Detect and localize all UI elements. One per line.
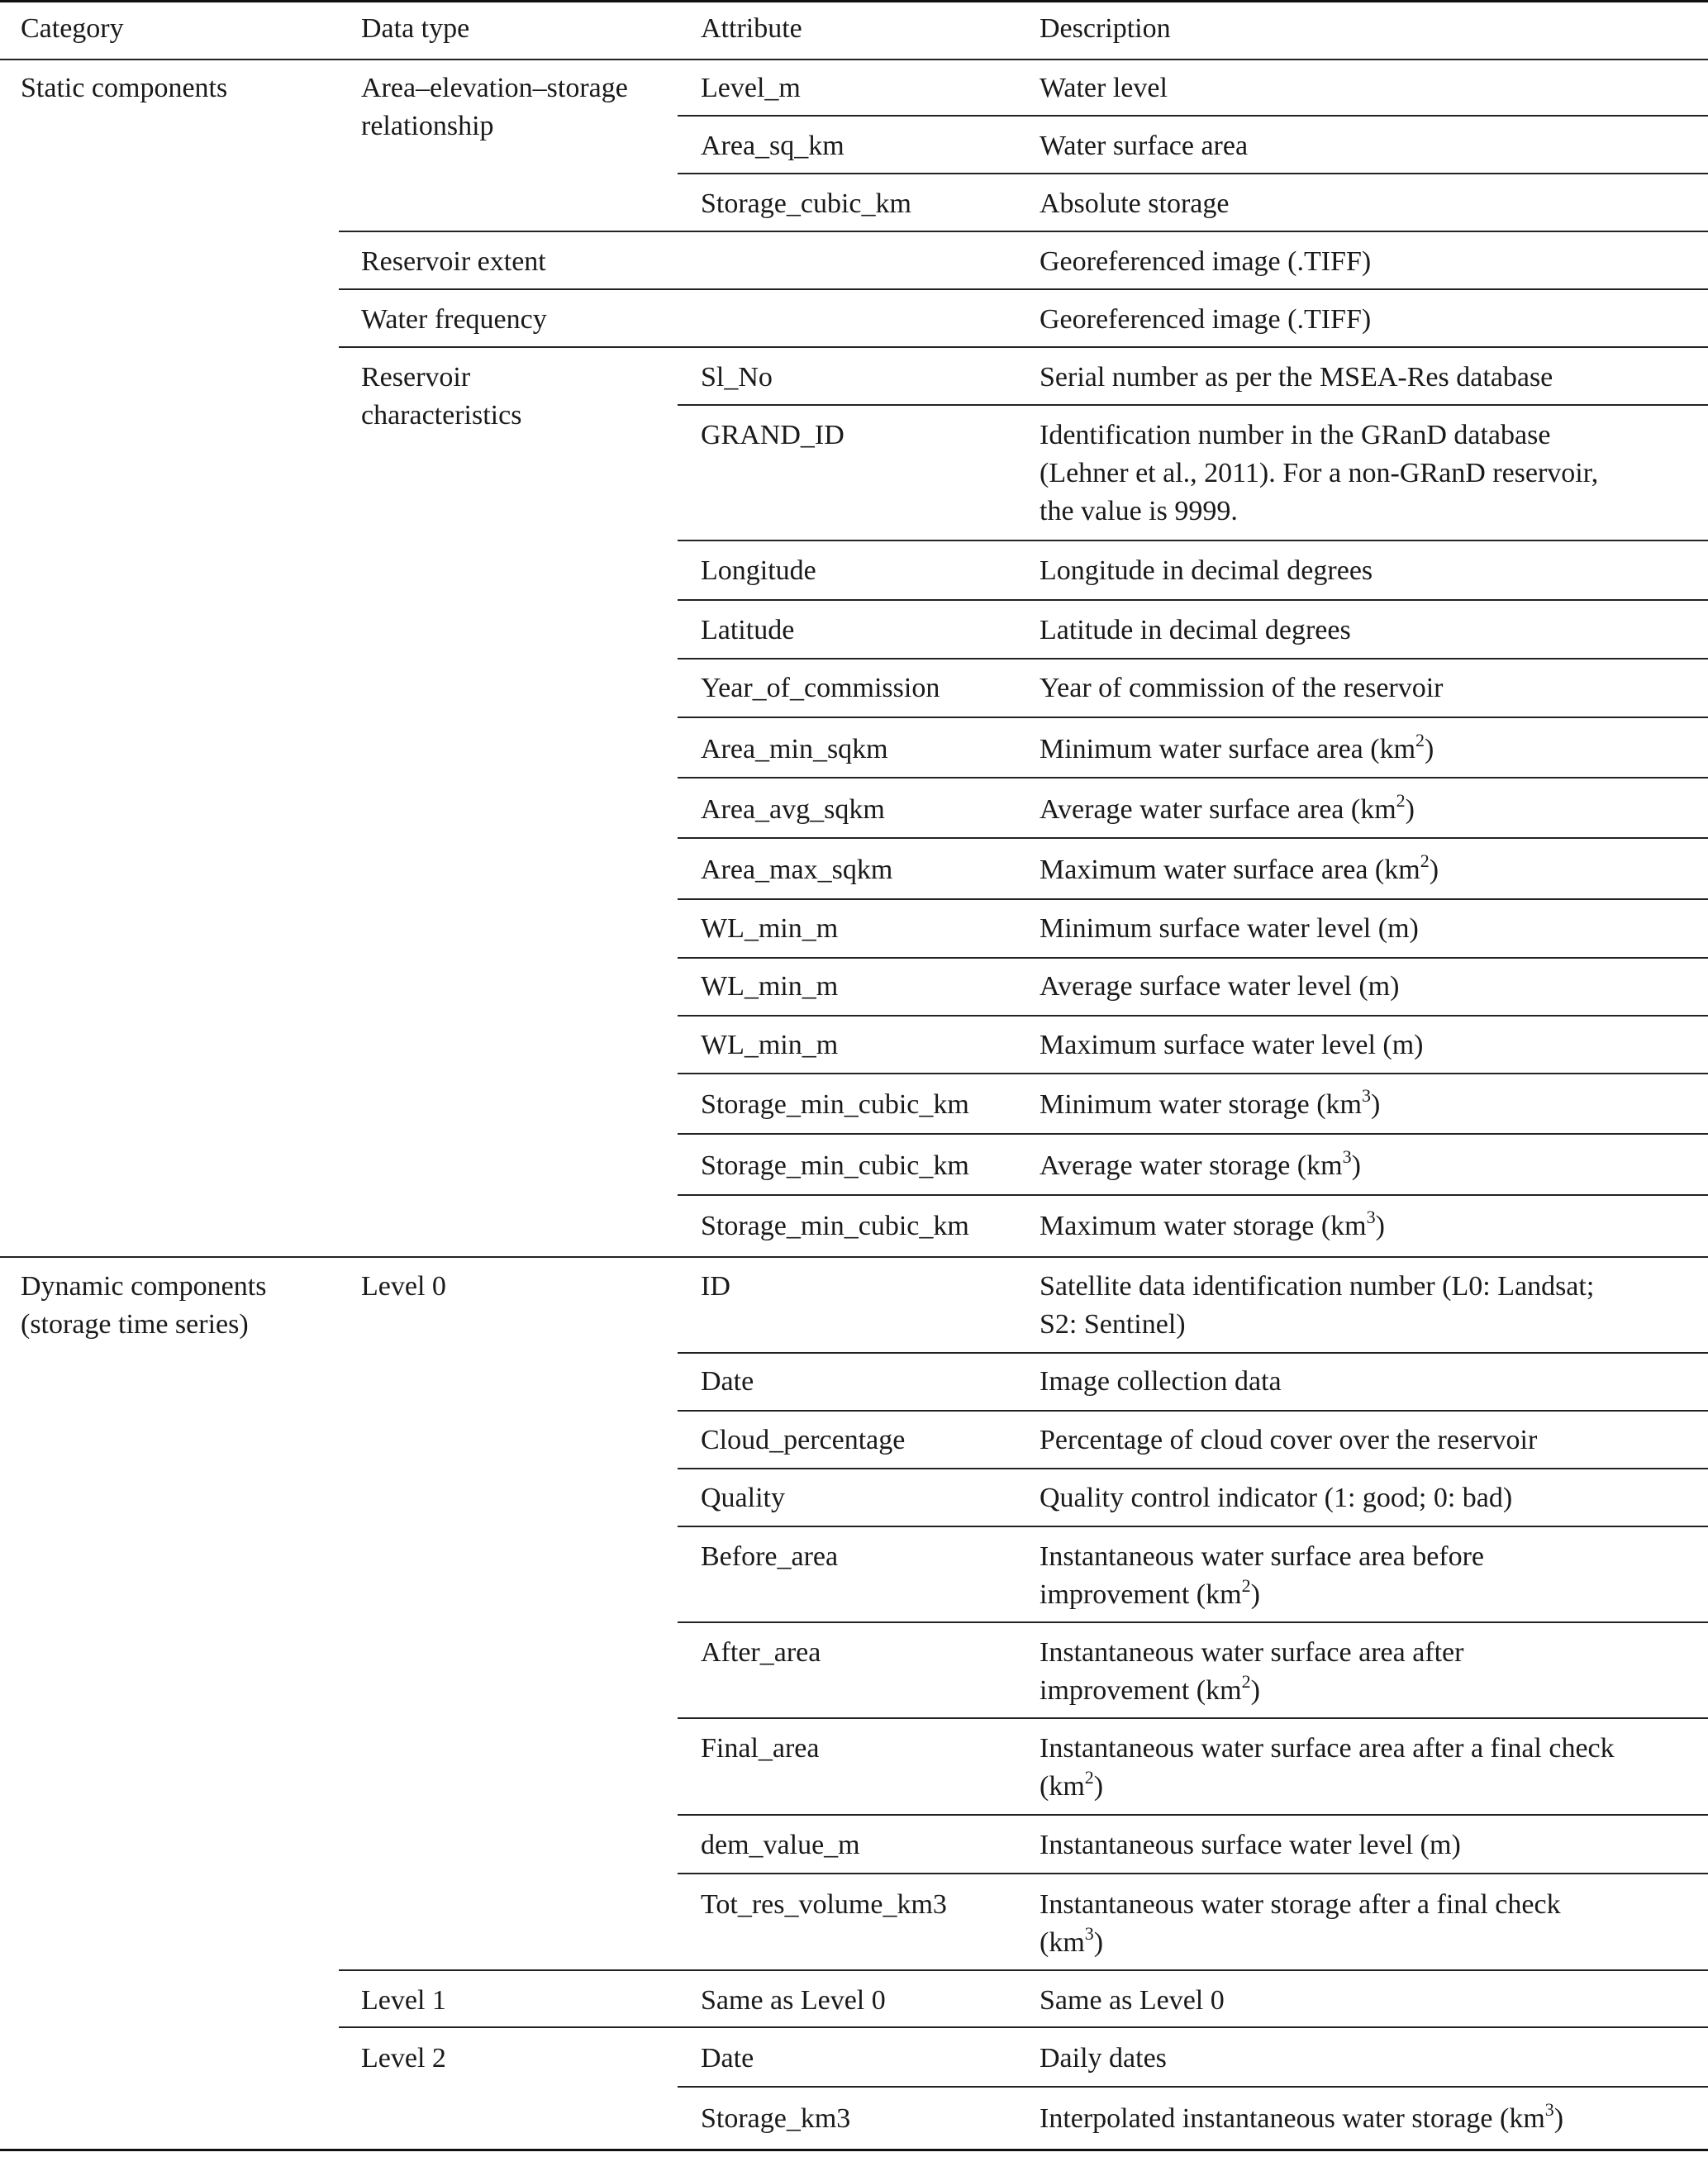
attribute-cell: Sl_No (701, 362, 773, 393)
attribute-cell: Area_min_sqkm (701, 734, 888, 764)
data-type-aes-line2: relationship (361, 111, 494, 141)
data-type-characteristics: Reservoir (361, 362, 471, 393)
attribute-cell: Level_m (701, 73, 801, 103)
attribute-cell: Date (701, 2043, 754, 2074)
description-cell: Minimum surface water level (m) (1040, 913, 1419, 944)
attribute-cell: ID (701, 1271, 730, 1302)
data-type-extent: Reservoir extent (361, 246, 546, 277)
row-rule (678, 1717, 1708, 1719)
attribute-cell: WL_min_m (701, 971, 839, 1002)
row-rule (678, 1873, 1708, 1874)
description-cell-line2: S2: Sentinel) (1040, 1309, 1186, 1340)
category-static: Static components (21, 73, 228, 103)
description-cell: Instantaneous water surface area after a final check (1040, 1733, 1615, 1764)
row-rule (678, 404, 1708, 406)
superscript: 2 (1241, 1671, 1251, 1692)
description-tail: ) (1429, 855, 1439, 885)
description-cell: Identification number in the GRanD database (1040, 420, 1551, 450)
superscript: 3 (1342, 1146, 1352, 1167)
description-cell: Georeferenced image (.TIFF) (1040, 304, 1372, 335)
description-cell: Latitude in decimal degrees (1040, 615, 1351, 645)
description-text: Maximum water storage (km (1040, 1211, 1367, 1241)
top-rule (0, 0, 1708, 2)
attribute-cell: Latitude (701, 615, 795, 645)
description-cell-line3: the value is 9999. (1040, 496, 1238, 526)
row-rule (678, 1814, 1708, 1816)
description-cell: Water level (1040, 73, 1168, 103)
header-description: Description (1040, 13, 1171, 44)
attribute-cell: Longitude (701, 555, 816, 586)
header-rule (0, 59, 1708, 60)
attribute-cell: Storage_min_cubic_km (701, 1150, 969, 1181)
description-text: Minimum water storage (km (1040, 1089, 1362, 1120)
row-rule (339, 2026, 1708, 2028)
attribute-cell: WL_min_m (701, 1030, 839, 1060)
description-text: (km (1040, 1771, 1085, 1802)
section-rule (0, 1256, 1708, 1258)
row-rule (339, 346, 1708, 348)
superscript: 3 (1361, 1085, 1371, 1106)
data-type-level1: Level 1 (361, 1985, 446, 2016)
row-rule (678, 173, 1708, 174)
row-rule (678, 540, 1708, 541)
header-attribute: Attribute (701, 13, 802, 44)
description-tail: ) (1093, 1771, 1104, 1802)
attribute-cell: Storage_min_cubic_km (701, 1089, 969, 1120)
data-type-aes: Area–elevation–storage (361, 73, 628, 103)
attribute-cell: Year_of_commission (701, 673, 940, 703)
description-tail: ) (1425, 734, 1434, 764)
description-text: Average water surface area (km (1040, 794, 1396, 825)
description-cell-line2 (1040, 1576, 1260, 1614)
description-text: (km (1040, 1927, 1085, 1958)
row-rule (678, 1352, 1708, 1354)
description-cell: Maximum surface water level (m) (1040, 1030, 1424, 1060)
data-type-level2: Level 2 (361, 2043, 446, 2074)
description-cell: Instantaneous water surface area after (1040, 1637, 1464, 1668)
row-rule (678, 658, 1708, 659)
description-cell: Satellite data identification number (L0: Landsat; (1040, 1271, 1595, 1302)
description-cell: Absolute storage (1040, 188, 1230, 219)
row-rule (339, 231, 1708, 232)
superscript: 3 (1544, 2099, 1554, 2120)
description-tail: ) (1250, 1579, 1260, 1610)
row-rule (339, 1969, 1708, 1971)
description-cell: Serial number as per the MSEA-Res database (1040, 362, 1553, 393)
superscript: 3 (1366, 1207, 1376, 1227)
description-cell: Water surface area (1040, 131, 1249, 161)
description-tail: ) (1093, 1927, 1104, 1958)
row-rule (678, 1073, 1708, 1074)
attribute-cell: WL_min_m (701, 913, 839, 944)
row-rule (678, 115, 1708, 117)
description-tail: ) (1351, 1150, 1361, 1181)
bottom-rule (0, 2149, 1708, 2151)
description-cell: Instantaneous surface water level (m) (1040, 1830, 1461, 1860)
description-cell: Instantaneous water surface area before (1040, 1541, 1485, 1572)
superscript: 2 (1415, 730, 1425, 750)
superscript: 2 (1396, 790, 1406, 811)
description-cell (1040, 791, 1415, 829)
data-type-frequency: Water frequency (361, 304, 547, 335)
description-cell: Quality control indicator (1: good; 0: bad) (1040, 1483, 1513, 1513)
description-cell: Average surface water level (m) (1040, 971, 1400, 1002)
description-cell: Georeferenced image (.TIFF) (1040, 246, 1372, 277)
description-cell (1040, 1086, 1380, 1124)
description-tail: ) (1553, 2103, 1564, 2134)
description-tail: ) (1250, 1675, 1260, 1706)
row-rule (678, 957, 1708, 959)
row-rule (678, 1133, 1708, 1135)
description-cell (1040, 731, 1434, 769)
row-rule (678, 2086, 1708, 2088)
description-cell (1040, 2100, 1563, 2138)
description-cell (1040, 1147, 1361, 1185)
attribute-cell: Final_area (701, 1733, 820, 1764)
description-cell-line2 (1040, 1768, 1103, 1806)
attribute-cell: Storage_min_cubic_km (701, 1211, 969, 1241)
description-text: Maximum water surface area (km (1040, 855, 1420, 885)
attribute-cell: Area_max_sqkm (701, 855, 893, 885)
row-rule (678, 1526, 1708, 1527)
row-rule (678, 777, 1708, 779)
row-rule (678, 837, 1708, 839)
attribute-cell: Date (701, 1366, 754, 1397)
description-cell: Daily dates (1040, 2043, 1167, 2074)
category-dynamic-line2: (storage time series) (21, 1309, 249, 1340)
description-text: improvement (km (1040, 1675, 1242, 1706)
attribute-cell: Area_avg_sqkm (701, 794, 885, 825)
superscript: 2 (1420, 850, 1430, 871)
data-type-characteristics-line2: characteristics (361, 400, 522, 431)
description-tail: ) (1370, 1089, 1381, 1120)
header-category: Category (21, 13, 124, 44)
row-rule (678, 898, 1708, 900)
attribute-cell: dem_value_m (701, 1830, 860, 1860)
attribute-cell: After_area (701, 1637, 821, 1668)
description-cell-line2 (1040, 1924, 1103, 1962)
attribute-cell: Storage_cubic_km (701, 188, 911, 219)
attribute-cell: Quality (701, 1483, 785, 1513)
description-cell: Image collection data (1040, 1366, 1282, 1397)
description-text: Average water storage (km (1040, 1150, 1343, 1181)
description-tail: ) (1375, 1211, 1385, 1241)
description-text: Minimum water surface area (km (1040, 734, 1416, 764)
description-cell (1040, 1207, 1385, 1245)
description-cell: Year of commission of the reservoir (1040, 673, 1444, 703)
row-rule (678, 1468, 1708, 1469)
attribute-cell: Before_area (701, 1541, 839, 1572)
category-dynamic: Dynamic components (21, 1271, 267, 1302)
description-text: Interpolated instantaneous water storage (km (1040, 2103, 1545, 2134)
row-rule (678, 1410, 1708, 1412)
header-data-type: Data type (361, 13, 470, 44)
description-cell: Instantaneous water storage after a final check (1040, 1889, 1561, 1920)
row-rule (678, 1621, 1708, 1623)
attribute-cell: Tot_res_volume_km3 (701, 1889, 947, 1920)
superscript: 2 (1241, 1575, 1251, 1596)
description-cell-line2: (Lehner et al., 2011). For a non-GRanD reservoir, (1040, 458, 1599, 488)
attribute-cell: Storage_km3 (701, 2103, 851, 2134)
attribute-cell: GRAND_ID (701, 420, 844, 450)
row-rule (678, 1015, 1708, 1017)
row-rule (678, 599, 1708, 601)
row-rule (339, 288, 1708, 290)
superscript: 2 (1084, 1767, 1094, 1788)
attribute-cell: Same as Level 0 (701, 1985, 886, 2016)
row-rule (678, 1194, 1708, 1196)
description-cell: Same as Level 0 (1040, 1985, 1225, 2016)
description-cell-line2 (1040, 1672, 1260, 1710)
data-type-level0: Level 0 (361, 1271, 446, 1302)
description-cell: Longitude in decimal degrees (1040, 555, 1373, 586)
superscript: 3 (1084, 1923, 1094, 1944)
description-tail: ) (1405, 794, 1415, 825)
description-text: improvement (km (1040, 1579, 1242, 1610)
attribute-cell: Area_sq_km (701, 131, 844, 161)
description-cell: Percentage of cloud cover over the reservoir (1040, 1425, 1538, 1455)
description-cell (1040, 851, 1439, 889)
attribute-cell: Cloud_percentage (701, 1425, 906, 1455)
row-rule (678, 717, 1708, 718)
